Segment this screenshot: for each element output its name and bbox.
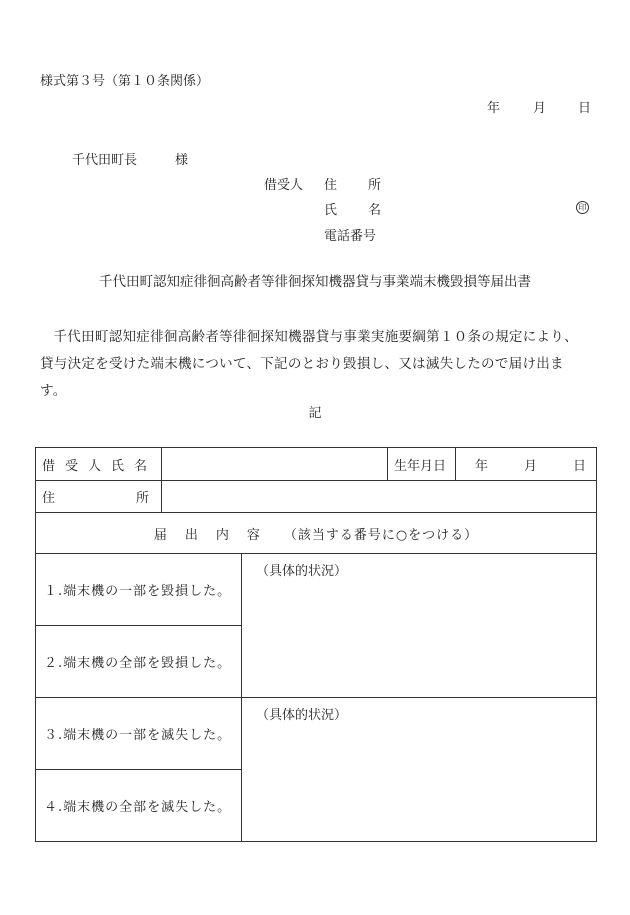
table-row-section-header: [36, 513, 597, 554]
borrower-name-field[interactable]: [162, 448, 388, 481]
ki-heading: 記: [308, 406, 322, 421]
seal-icon: 印: [576, 201, 589, 214]
item-2[interactable]: ２.端末機の全部を毀損した。: [36, 626, 242, 698]
date-year: 年: [487, 101, 501, 116]
birthdate-field[interactable]: [456, 448, 597, 481]
birth-year: 年: [474, 458, 488, 474]
applicant-phone-label: 電話番号: [324, 229, 377, 244]
address-field[interactable]: [162, 481, 597, 513]
applicant-label: 借受人: [264, 178, 304, 193]
table-row-item-3: [36, 698, 597, 770]
addressee-honorific: 様: [175, 153, 189, 168]
item-3[interactable]: ３.端末機の一部を滅失した。: [36, 698, 242, 770]
item-4[interactable]: ４.端末機の全部を滅失した。: [36, 770, 242, 842]
birth-month: 月: [523, 458, 537, 474]
section-header-note: （該当する番号に○をつける）: [283, 527, 479, 543]
detail-cell-2[interactable]: [242, 698, 597, 842]
applicant-name-label-b: 名: [368, 203, 382, 218]
date-month: 月: [533, 101, 547, 116]
address-label-cell: [36, 481, 162, 513]
applicant-address-label-b: 所: [368, 178, 382, 193]
item-1[interactable]: １.端末機の一部を毀損した。: [36, 554, 242, 626]
addressee-name: 千代田町長: [72, 153, 138, 168]
body-paragraph: 千代田町認知症徘徊高齢者等徘徊探知機器貸与事業実施要綱第１０条の規定により、貸与決定を受けた端末機について、下記のとおり毀損し、又は滅失したので届け出ます。: [40, 329, 578, 399]
table-row-name: [36, 448, 597, 481]
date-day: 日: [578, 101, 592, 116]
birthdate-label: 生年月日: [388, 448, 456, 481]
section-header: [36, 513, 597, 554]
form-number: 様式第３号（第１０条関係）: [40, 74, 210, 89]
borrower-name-label: 借受人氏名: [36, 448, 162, 481]
address-label-b: 所: [135, 491, 149, 506]
detail-cell-1[interactable]: [242, 554, 597, 698]
address-label-a: 住: [42, 491, 56, 506]
seal-mark: [576, 199, 589, 214]
applicant-address-label-a: 住: [324, 178, 338, 193]
applicant-name-label-a: 氏: [324, 203, 338, 218]
table-row-item-1: [36, 554, 597, 626]
report-table: [35, 447, 597, 842]
detail-label-2: （具体的状況）: [256, 708, 348, 723]
section-header-main: 届出内容: [153, 527, 278, 543]
document-title: 千代田町認知症徘徊高齢者等徘徊探知機器貸与事業端末機毀損等届出書: [99, 274, 531, 290]
birth-day: 日: [572, 458, 586, 474]
table-row-address: [36, 481, 597, 513]
detail-label-1: （具体的状況）: [256, 564, 348, 579]
